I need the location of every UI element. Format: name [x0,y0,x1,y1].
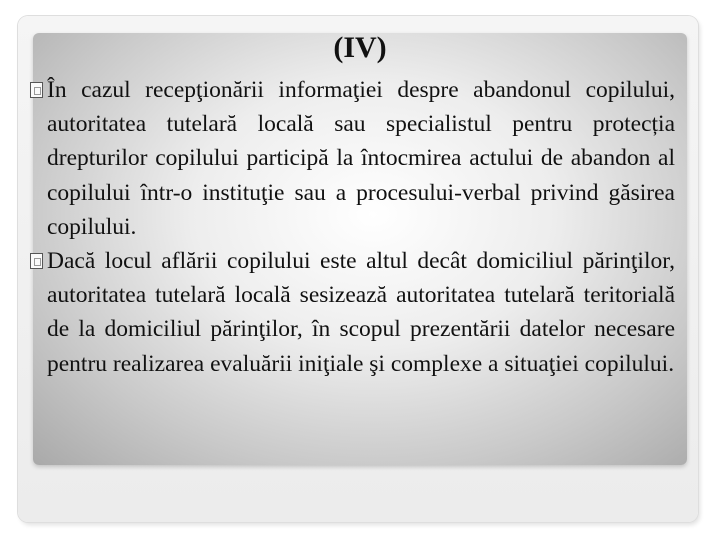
slide-title: (IV) [333,31,387,64]
box-bullet-icon [30,82,43,98]
paragraph-abandon-report [30,73,675,244]
paragraph-parents-domicile [30,244,675,381]
slide-body [30,73,675,381]
paragraph-text: În cazul recepţionării informaţiei despre abandonul copilului, autoritatea tutelară locală sau specialistul pentru protecția drepturilor copilului participă la întocmirea actului de abandon al copilului într-o instituţie sau a procesului-verbal privind găsirea copilului. [47,77,675,240]
box-bullet-icon [30,253,43,269]
paragraph-text: Dacă locul aflării copilului este altul decât domiciliul părinţilor, autoritatea tutelară locală sesizează autoritatea tutelară teritorială de la domiciliul părinţilor, în scopul prezentării datelor necesare pentru realizarea evaluării iniţiale şi complexe a situaţiei copilului. [47,248,675,377]
